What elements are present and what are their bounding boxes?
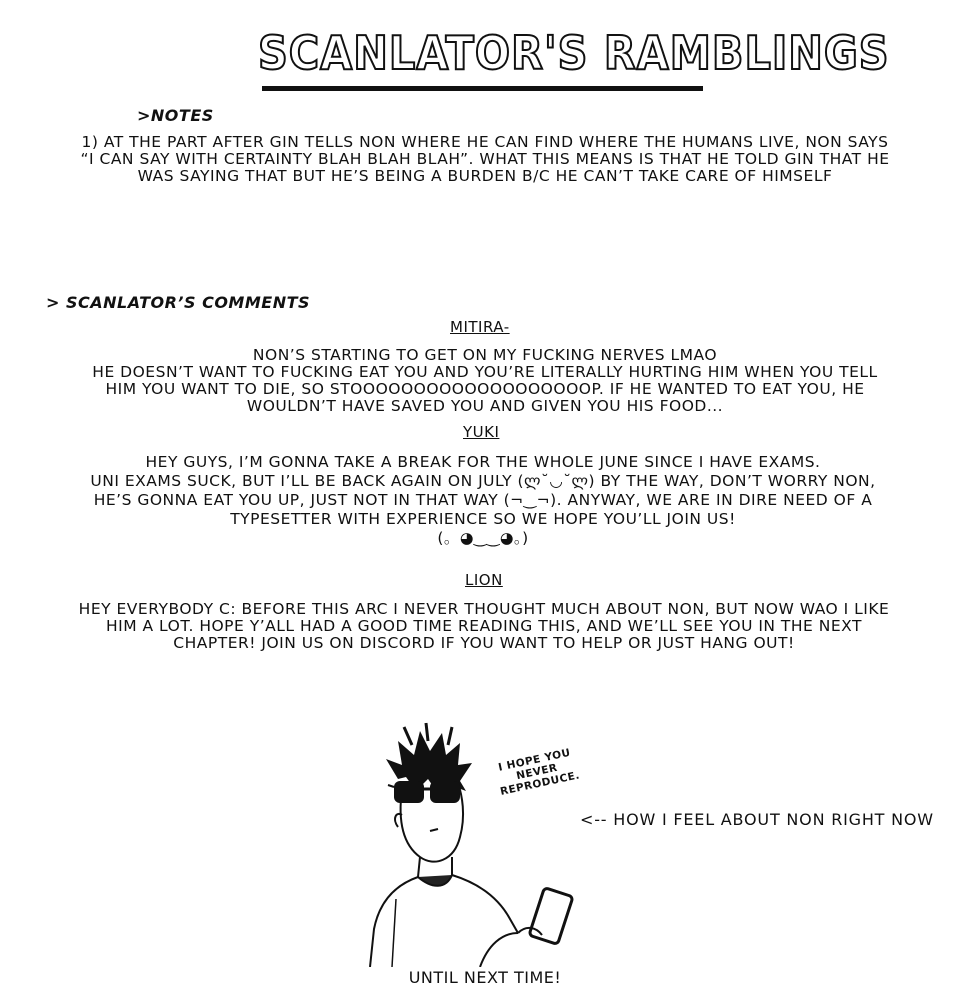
mitira-comment: NON’S STARTING TO GET ON MY FUCKING NERVES LMAO HE DOESN’T WANT TO FUCKING EAT YOU AND YOU’RE LITERALLY HURTING HIM WHEN YOU TELL HIM YOU WANT TO DIE, SO STOOOOOOOOOOOOOOOOOOOP. IF HE WANTED TO EAT YOU, HE WOULDN’T HAVE SAVED YOU AND GIVEN YOU HIS FOOD... bbox=[92, 346, 878, 415]
mitira-name: MITIRA- bbox=[450, 318, 510, 336]
illustration-note: I HOPE YOU NEVER REPRODUCE. bbox=[497, 746, 581, 798]
outro-text: UNTIL NEXT TIME! bbox=[408, 968, 562, 987]
title-underline bbox=[262, 86, 703, 91]
yuki-name: YUKI bbox=[463, 423, 500, 441]
notes-text: 1) AT THE PART AFTER GIN TELLS NON WHERE HE CAN FIND WHERE THE HUMANS LIVE, NON SAYS “I CAN SAY WITH CERTAINTY BLAH BLAH BLAH”. WHAT THIS MEANS IS THAT HE TOLD GIN THAT HE WAS SAYING THAT BUT HE’S BEING A BURDEN B/C HE CAN’T TAKE CARE OF HIMSELF bbox=[80, 133, 890, 185]
lion-comment: HEY EVERYBODY C: BEFORE THIS ARC I NEVER THOUGHT MUCH ABOUT NON, BUT NOW WAO I LIKE HIM A LOT. HOPE Y’ALL HAD A GOOD TIME READING THIS, AND WE’LL SEE YOU IN THE NEXT CHAPTER! JOIN US ON DISCORD IF YOU WANT TO HELP OR JUST HANG OUT! bbox=[78, 600, 890, 652]
page-title: SCANLATOR'S RAMBLINGS bbox=[258, 26, 890, 80]
comments-heading: > SCANLATOR’S COMMENTS bbox=[46, 293, 311, 312]
lion-name: LION bbox=[465, 571, 503, 589]
notes-heading: >NOTES bbox=[137, 106, 214, 125]
illustration-caption: <-- HOW I FEEL ABOUT NON RIGHT NOW bbox=[580, 810, 934, 829]
yuki-comment: HEY GUYS, I’M GONNA TAKE A BREAK FOR THE WHOLE JUNE SINCE I HAVE EXAMS. UNI EXAMS SUCK, BUT I’LL BE BACK AGAIN ON JULY (ლ˘◡˘ლ) BY THE WAY, DON’T WORRY NON, HE’S GONNA EAT YOU UP, JUST NOT IN THAT WAY (¬‿¬). ANYWAY, WE ARE IN DIRE NEED OF A TYPESETTER WITH EXPERIENCE SO WE HOPE YOU’LL JOIN US! (。◕‿‿◕。) bbox=[90, 453, 876, 547]
